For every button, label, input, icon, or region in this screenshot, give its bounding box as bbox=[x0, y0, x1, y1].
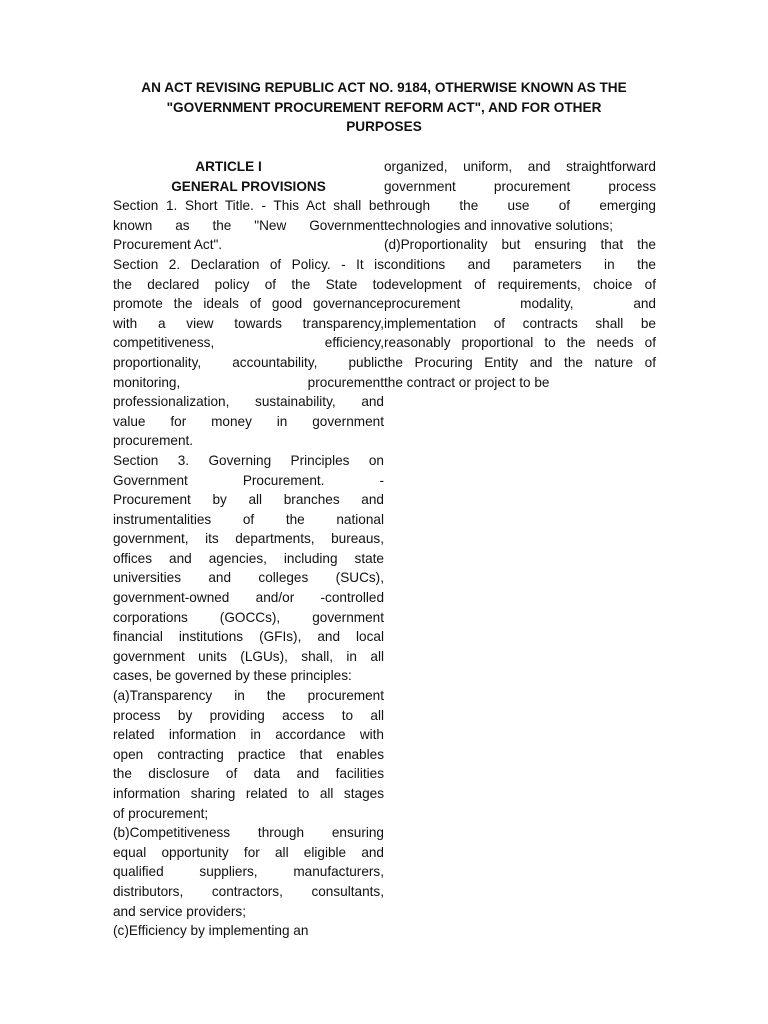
document-title bbox=[108, 78, 660, 137]
text-line: information sharing related to all stages bbox=[113, 786, 384, 801]
text-line: value for money in government bbox=[113, 413, 384, 429]
text-line: development of requirements, choice of bbox=[384, 276, 656, 292]
text-line: Section 3. Governing Principles on bbox=[113, 452, 384, 468]
right-column-text bbox=[384, 157, 656, 392]
article-heading: ARTICLE I bbox=[195, 159, 262, 174]
text-line: cases, be governed by these principles: bbox=[113, 668, 352, 684]
text-line: of procurement; bbox=[113, 805, 209, 821]
text-line: open contracting practice that enables bbox=[113, 746, 384, 762]
text-line: procurement modality, and bbox=[384, 296, 656, 312]
text-line: procurement. bbox=[113, 433, 194, 449]
text-line: with a view towards transparency, bbox=[113, 315, 384, 331]
text-line: (c)Efficiency by implementing an bbox=[113, 923, 309, 939]
text-line: instrumentalities of the national bbox=[113, 511, 384, 527]
text-line: financial institutions (GFIs), and local bbox=[113, 629, 384, 645]
text-line: government units (LGUs), shall, in all bbox=[113, 648, 384, 664]
text-line: implementation of contracts shall be bbox=[384, 315, 656, 331]
text-line: process by providing access to all bbox=[113, 707, 384, 723]
title-line-1: AN ACT REVISING REPUBLIC ACT NO. 9184, OTHERWISE KNOWN AS THE bbox=[141, 80, 627, 95]
text-line: the Procuring Entity and the nature of bbox=[384, 354, 656, 370]
text-line: equal opportunity for all eligible and bbox=[113, 844, 384, 860]
text-line: and service providers; bbox=[113, 903, 246, 919]
text-line: Section 1. Short Title. - This Act shall be bbox=[113, 198, 384, 214]
text-line: Procurement by all branches and bbox=[113, 492, 384, 508]
article-subheading: GENERAL PROVISIONS bbox=[171, 178, 326, 194]
right-column bbox=[384, 157, 656, 392]
text-line: government procurement process bbox=[384, 178, 656, 194]
text-line: government-owned and/or -controlled bbox=[113, 590, 384, 606]
text-line: competitiveness, efficiency, bbox=[113, 335, 384, 351]
text-line: related information in accordance with bbox=[113, 727, 384, 743]
text-line: (a)Transparency in the procurement bbox=[113, 688, 384, 704]
text-line: conditions and parameters in the bbox=[384, 256, 656, 272]
text-line: proportionality, accountability, public bbox=[113, 354, 384, 370]
text-line: known as the "New Government bbox=[113, 217, 384, 233]
left-column bbox=[113, 157, 384, 941]
text-line: organized, uniform, and straightforward bbox=[384, 159, 656, 174]
text-line: through the use of emerging bbox=[384, 198, 656, 214]
text-line: promote the ideals of good governance bbox=[113, 296, 384, 312]
left-column-text bbox=[113, 196, 384, 941]
text-line: Section 2. Declaration of Policy. - It is bbox=[113, 256, 384, 272]
text-line: the contract or project to be bbox=[384, 374, 550, 390]
text-line: government, its departments, bureaus, bbox=[113, 531, 384, 547]
text-line: the declared policy of the State to bbox=[113, 276, 384, 292]
title-line-2: "GOVERNMENT PROCUREMENT REFORM ACT", AND FOR OTHER bbox=[166, 99, 602, 115]
text-line: corporations (GOCCs), government bbox=[113, 609, 384, 625]
text-line: offices and agencies, including state bbox=[113, 550, 384, 566]
text-line: (b)Competitiveness through ensuring bbox=[113, 825, 384, 841]
text-line: distributors, contractors, consultants, bbox=[113, 883, 384, 899]
text-line: qualified suppliers, manufacturers, bbox=[113, 864, 384, 880]
text-line: universities and colleges (SUCs), bbox=[113, 570, 384, 586]
title-line-3: PURPOSES bbox=[346, 119, 422, 135]
text-line: Procurement Act". bbox=[113, 237, 223, 253]
text-line: Government Procurement. - bbox=[113, 472, 384, 488]
text-line: technologies and innovative solutions; bbox=[384, 217, 613, 233]
text-line: reasonably proportional to the needs of bbox=[384, 335, 656, 351]
text-line: (d)Proportionality but ensuring that the bbox=[384, 237, 656, 253]
text-line: professionalization, sustainability, and bbox=[113, 394, 384, 410]
text-line: the disclosure of data and facilities bbox=[113, 766, 384, 782]
text-line: monitoring, procurement bbox=[113, 374, 384, 390]
